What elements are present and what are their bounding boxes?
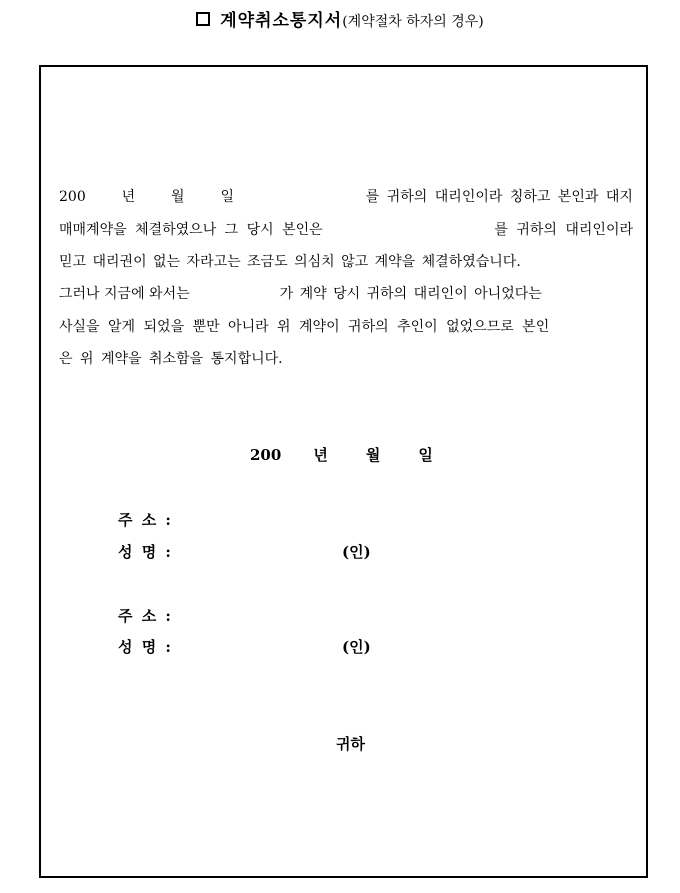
title-main: 계약취소통지서 (220, 11, 343, 31)
square-bullet-icon (196, 12, 210, 26)
body-line-3: 믿고 대리권이 없는 자라고는 조금도 의심치 않고 계약을 체결하였습니다. (59, 254, 521, 270)
date-il: 일 (418, 446, 433, 464)
party-2-name-label: 성 명 : (118, 638, 171, 656)
body-line-6: 은 위 계약을 취소함을 통지합니다. (59, 351, 283, 367)
body-line-2 (59, 220, 633, 240)
date-year: 200 (250, 446, 282, 464)
date-yeon: 년 (313, 446, 328, 464)
body-wol: 월 (171, 189, 185, 205)
body-line-4-a: 그러나 지금에 와서는 (59, 286, 190, 302)
body-year: 200 (59, 189, 86, 205)
party-2-seal: (인) (342, 638, 371, 656)
body-line-4 (59, 284, 633, 304)
body-line-1-rest: 를 귀하의 대리인이라 칭하고 본인과 대지 (365, 189, 633, 205)
body-line-2-a: 매매계약을 체결하였으나 그 당시 본인은 (59, 222, 323, 238)
body-yeon: 년 (121, 189, 136, 205)
body-il: 일 (220, 189, 234, 205)
party-1-name-label: 성 명 : (118, 543, 171, 561)
title-subtitle: (계약절차 하자의 경우) (342, 14, 484, 30)
body-line-4-b: 가 계약 당시 귀하의 대리인이 아니었다는 (279, 286, 542, 302)
party-1-seal: (인) (342, 543, 371, 561)
document-title (0, 6, 680, 31)
date-wol: 월 (365, 446, 381, 464)
body-line-2-b: 를 귀하의 대리인이라 (494, 222, 633, 238)
body-line-1 (59, 187, 633, 207)
recipient-honorific: 귀하 (336, 735, 365, 753)
party-1-address-label: 주 소 : (118, 511, 171, 529)
body-line-5: 사실을 알게 되었을 뿐만 아니라 위 계약이 귀하의 추인이 없었으므로 본인 (59, 319, 550, 335)
signature-date (250, 444, 433, 465)
party-2-address-label: 주 소 : (118, 607, 171, 625)
